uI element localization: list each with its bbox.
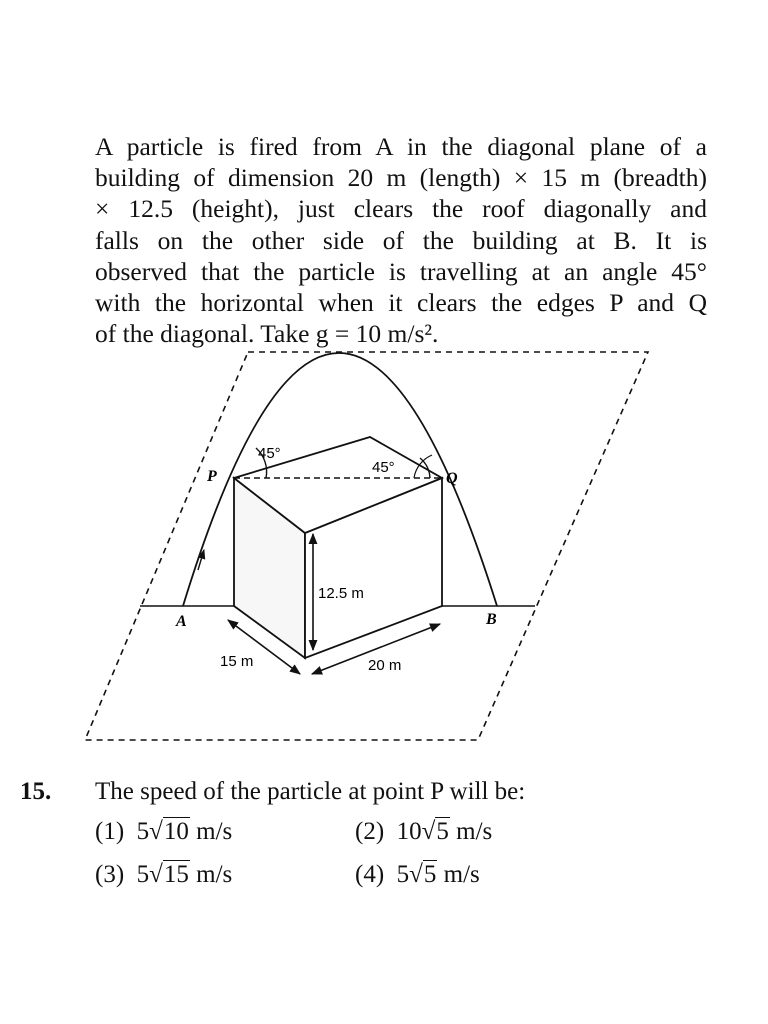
sqrt-icon: √ [421,818,436,845]
label-a: A [176,613,187,630]
option-unit: m/s [196,818,233,845]
label-b: B [486,611,497,628]
option-number: (1) [95,818,125,845]
option-number: (2) [355,818,385,845]
angle-label-p: 45° [258,445,281,462]
angle-label-q: 45° [372,459,395,476]
option-number: (4) [355,861,385,888]
passage-line: observed that the particle is travelling at an angle 45° [95,256,707,286]
question-text: The speed of the particle at point P will be: [95,778,526,805]
option-number: (3) [95,861,125,888]
option-coefficient: 5 [136,861,150,888]
passage-line: × 12.5 (height), just clears the roof diagonally and [95,194,707,224]
option-unit: m/s [443,861,480,888]
option-3[interactable] [95,860,232,889]
passage-line: falls on the other side of the building at B. It is [95,225,707,255]
sqrt-icon: √ [409,861,423,888]
option-2[interactable] [355,817,492,846]
passage-line: building of dimension 20 m (length) × 15 m (breadth) [95,163,707,193]
label-q: Q [446,470,458,487]
passage-line: with the horizontal when it clears the edges P and Q [95,288,707,318]
option-coefficient: 10 [396,818,422,845]
height-label: 12.5 m [318,585,364,602]
option-4[interactable] [355,860,480,889]
question-number: 15. [20,778,52,805]
sqrt-icon: √ [149,818,163,845]
radicand: 10 [163,818,189,845]
radicand: 5 [423,861,437,888]
breadth-label: 15 m [220,653,254,670]
passage-line: A particle is fired from A in the diagonal plane of a [95,132,707,161]
option-coefficient: 5 [136,818,150,845]
option-coefficient: 5 [396,861,410,888]
option-unit: m/s [456,818,493,845]
passage-line: of the diagonal. Take g = 10 m/s². [95,319,439,349]
radicand: 5 [436,818,449,845]
length-label: 20 m [368,657,402,674]
sqrt-icon: √ [149,861,163,888]
radicand: 15 [163,861,189,888]
label-p: P [207,468,217,485]
option-unit: m/s [196,861,233,888]
option-1[interactable] [95,817,232,846]
